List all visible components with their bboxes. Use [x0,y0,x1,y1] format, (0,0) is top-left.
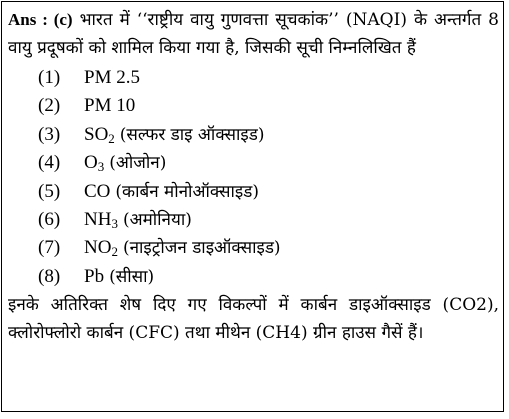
pollutant-formula: CO [84,180,111,202]
pollutant-name: (सल्फर डाइ ऑक्साइड) [119,124,265,145]
pollutant-formula: $NH_3$ [84,208,118,231]
item-number: (4) [38,152,61,174]
pollutant-formula: $NO_2$ [84,237,118,260]
pollutant-item [8,178,499,206]
intro-text: भारत में ‘‘राष्ट्रीय वायु गुणवत्ता सूचकांक’’ (NAQI) के अन्तर्गत 8 वायु प्रदूषकों को शामिल किया गया है, जिसकी सूची निम्नलिखित हैं [8,10,499,58]
answer-conclusion: इनके अतिरिक्त शेष दिए गए विकल्पों में कार्बन डाइऑक्साइड (CO2), क्लोरोफ्लोरो कार्बन (CFC) तथा मीथेन (CH4) ग्रीन हाउस गैसें हैं। [8,295,499,344]
item-number: (2) [38,95,61,117]
pollutant-formula: $O_3$ [84,152,105,175]
pollutant-item [8,263,499,291]
pollutant-item [8,234,499,262]
pollutant-item [8,149,499,177]
item-number: (5) [38,180,61,202]
pollutant-formula: $SO_2$ [84,123,115,146]
formula-subscript: 3 [97,159,105,175]
pollutant-item [8,206,499,234]
pollutant-item [8,92,499,120]
answer-intro [8,6,499,62]
pollutant-name: (नाइट्रोजन डाइऑक्साइड) [122,238,281,259]
formula-subscript: 2 [111,244,118,260]
item-number: (6) [38,208,61,230]
pollutant-formula: PM 10 [84,95,136,117]
pollutant-item [8,64,499,92]
item-number: (1) [38,67,61,88]
pollutant-formula: PM 2.5 [84,67,140,88]
answer-label: Ans : (c) [8,10,73,29]
formula-subscript: 3 [111,215,118,231]
pollutant-name: (कार्बन मोनोऑक्साइड) [115,181,259,202]
item-number: (3) [38,123,61,145]
formula-subscript: 2 [108,130,115,146]
pollutant-item [8,121,499,149]
item-number: (7) [38,237,61,259]
pollutant-name: (ओजोन) [109,153,167,174]
pollutant-name: (अमोनिया) [122,209,192,230]
pollutant-name: (सीसा) [109,266,155,287]
item-number: (8) [38,265,61,287]
answer-box [1,1,504,412]
pollutant-formula: Pb [84,265,105,287]
pollutant-list [8,64,499,291]
